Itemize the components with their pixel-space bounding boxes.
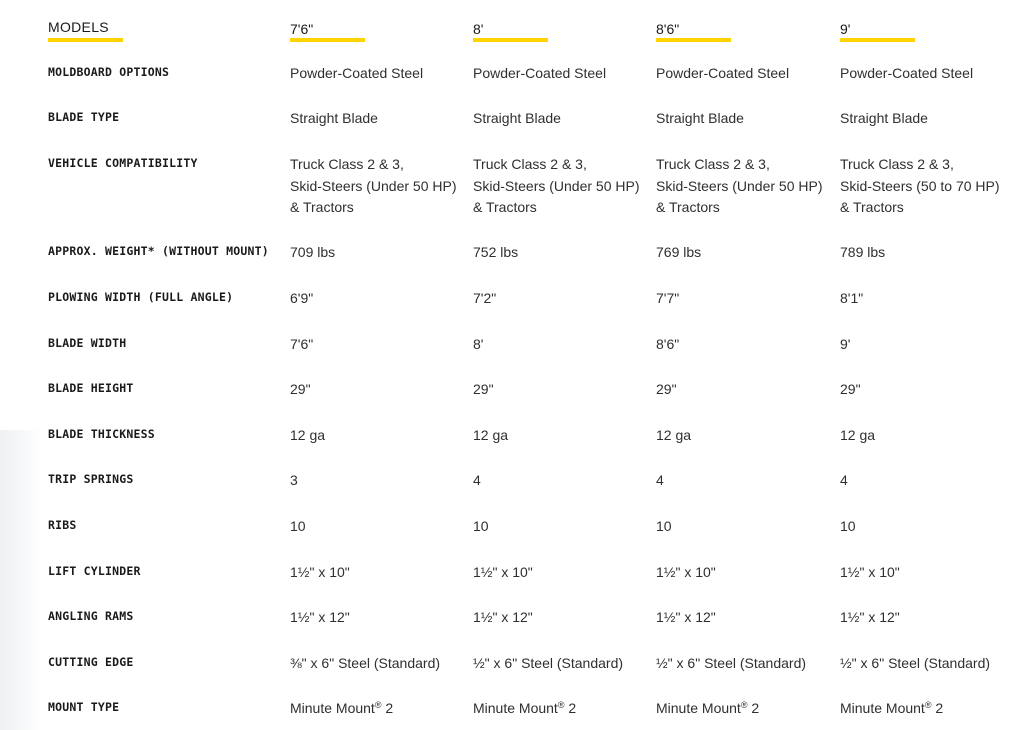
spec-value — [473, 288, 649, 310]
spec-value — [473, 242, 649, 264]
spec-value — [290, 242, 466, 264]
spec-value — [473, 334, 649, 356]
spec-value — [656, 562, 832, 584]
spec-value — [290, 562, 466, 584]
spec-value — [656, 288, 832, 310]
spec-label: VEHICLE COMPATIBILITY — [48, 156, 198, 170]
spec-label: RIBS — [48, 518, 77, 532]
models-header-label: MODELS — [48, 19, 109, 35]
spec-value-text: 4 — [656, 472, 664, 488]
model-header-9: 9' — [840, 21, 851, 37]
spec-value — [473, 516, 649, 538]
spec-value-line: & Tractors — [656, 199, 720, 215]
spec-value-text: Powder-Coated Steel — [840, 65, 974, 81]
background-fade — [0, 430, 42, 730]
model-underline-7-6 — [290, 38, 365, 42]
spec-value-text: 8'6" — [656, 336, 680, 352]
model-header-7-6: 7'6" — [290, 21, 314, 37]
spec-value — [656, 516, 832, 538]
spec-label: PLOWING WIDTH (FULL ANGLE) — [48, 290, 234, 304]
spec-value — [290, 516, 466, 538]
spec-value-text: 7'6" — [290, 336, 314, 352]
spec-value-text: Minute Mount — [656, 700, 741, 716]
registered-mark: ® — [374, 700, 382, 710]
spec-value — [656, 607, 832, 629]
spec-value-line: & Tractors — [840, 199, 904, 215]
spec-value — [840, 562, 1016, 584]
spec-value-line: & Tractors — [290, 199, 354, 215]
spec-value-line: Truck Class 2 & 3, — [290, 156, 404, 172]
spec-value — [473, 425, 649, 447]
spec-value-text: 10 — [840, 518, 856, 534]
model-header-8-6: 8'6" — [656, 21, 680, 37]
spec-value — [290, 470, 466, 492]
spec-value-text: 10 — [290, 518, 306, 534]
spec-value-suffix: 2 — [564, 700, 577, 716]
spec-label: BLADE HEIGHT — [48, 381, 134, 395]
spec-value-text: 769 lbs — [656, 244, 702, 260]
spec-value — [656, 470, 832, 492]
spec-value — [656, 379, 832, 401]
spec-value-text: 1½" x 12" — [656, 609, 716, 625]
spec-value — [290, 653, 466, 675]
spec-value-text: 1½" x 10" — [473, 564, 533, 580]
spec-value-text: 1½" x 12" — [473, 609, 533, 625]
spec-value — [656, 653, 832, 675]
spec-value-text: 8'1" — [840, 290, 864, 306]
spec-value — [840, 470, 1016, 492]
model-underline-9 — [840, 38, 915, 42]
spec-value-line: Truck Class 2 & 3, — [840, 156, 954, 172]
spec-value — [840, 425, 1016, 447]
registered-mark: ® — [924, 700, 932, 710]
spec-value — [473, 562, 649, 584]
registered-mark: ® — [557, 700, 565, 710]
spec-value — [290, 425, 466, 447]
spec-value — [656, 63, 832, 85]
spec-value-text: 789 lbs — [840, 244, 886, 260]
spec-value-text: 7'2" — [473, 290, 497, 306]
spec-value — [840, 653, 1016, 675]
spec-value — [840, 63, 1016, 85]
spec-value-text: 29" — [290, 381, 311, 397]
spec-value-line: Skid-Steers (Under 50 HP) — [473, 177, 640, 194]
spec-value-text: 1½" x 12" — [840, 609, 900, 625]
spec-value — [656, 334, 832, 356]
spec-value — [840, 379, 1016, 401]
spec-value — [656, 108, 832, 130]
spec-value-text: Powder-Coated Steel — [290, 65, 424, 81]
spec-value — [656, 425, 832, 447]
spec-label: TRIP SPRINGS — [48, 472, 134, 486]
spec-value — [840, 334, 1016, 356]
spec-value-line: Skid-Steers (Under 50 HP) — [656, 177, 823, 194]
spec-value-text: Straight Blade — [840, 110, 928, 126]
spec-label: CUTTING EDGE — [48, 655, 134, 669]
models-header-underline — [48, 38, 123, 42]
spec-value — [840, 698, 1016, 720]
spec-label: ANGLING RAMS — [48, 609, 134, 623]
spec-value-text: Minute Mount — [290, 700, 375, 716]
spec-value-text: ½" x 6" Steel (Standard) — [840, 655, 991, 671]
spec-value — [473, 698, 649, 720]
spec-value-text: 1½" x 10" — [290, 564, 350, 580]
spec-value — [840, 108, 1016, 130]
spec-value-line: Skid-Steers (Under 50 HP) — [290, 177, 457, 194]
spec-value-text: Straight Blade — [290, 110, 378, 126]
spec-value — [840, 242, 1016, 264]
spec-value — [290, 154, 466, 219]
spec-value-text: ⅜" x 6" Steel (Standard) — [290, 655, 441, 671]
spec-value-text: 3 — [290, 472, 298, 488]
spec-value-text: 29" — [656, 381, 677, 397]
spec-value — [473, 379, 649, 401]
spec-value-line: Truck Class 2 & 3, — [656, 156, 770, 172]
spec-value-text: 709 lbs — [290, 244, 336, 260]
spec-value-text: Straight Blade — [473, 110, 561, 126]
spec-value-text: 9' — [840, 336, 851, 352]
spec-value-text: Minute Mount — [840, 700, 925, 716]
spec-value-text: 12 ga — [840, 427, 876, 443]
spec-label: LIFT CYLINDER — [48, 564, 141, 578]
spec-value-text: Powder-Coated Steel — [656, 65, 790, 81]
spec-value-text: 29" — [473, 381, 494, 397]
spec-value-line: & Tractors — [473, 199, 537, 215]
spec-value-text: ½" x 6" Steel (Standard) — [473, 655, 624, 671]
spec-value — [840, 154, 1016, 219]
spec-value — [840, 288, 1016, 310]
spec-value-suffix: 2 — [381, 700, 394, 716]
model-underline-8-6 — [656, 38, 731, 42]
spec-value — [290, 334, 466, 356]
spec-value — [290, 288, 466, 310]
spec-value — [473, 63, 649, 85]
spec-value-line: Truck Class 2 & 3, — [473, 156, 587, 172]
spec-value — [840, 516, 1016, 538]
spec-value — [473, 154, 649, 219]
spec-value-suffix: 2 — [747, 700, 760, 716]
spec-value-text: 752 lbs — [473, 244, 519, 260]
spec-label: MOUNT TYPE — [48, 700, 120, 714]
spec-value — [473, 470, 649, 492]
spec-label: BLADE THICKNESS — [48, 427, 155, 441]
spec-value-text: 10 — [473, 518, 489, 534]
model-underline-8 — [473, 38, 548, 42]
spec-value-text: 12 ga — [656, 427, 692, 443]
spec-value-text: 7'7" — [656, 290, 680, 306]
spec-label: BLADE WIDTH — [48, 336, 127, 350]
spec-value — [840, 607, 1016, 629]
registered-mark: ® — [740, 700, 748, 710]
spec-value — [656, 242, 832, 264]
spec-value-text: Straight Blade — [656, 110, 744, 126]
spec-value — [656, 154, 832, 219]
spec-value-suffix: 2 — [931, 700, 944, 716]
model-header-8: 8' — [473, 21, 484, 37]
spec-value-text: 1½" x 10" — [656, 564, 716, 580]
spec-value — [290, 607, 466, 629]
spec-value-text: 10 — [656, 518, 672, 534]
spec-value — [290, 63, 466, 85]
spec-label: APPROX. WEIGHT* (WITHOUT MOUNT) — [48, 244, 269, 258]
spec-value-text: 1½" x 12" — [290, 609, 350, 625]
spec-value-text: 1½" x 10" — [840, 564, 900, 580]
spec-value-text: ½" x 6" Steel (Standard) — [656, 655, 807, 671]
spec-value-text: 4 — [840, 472, 848, 488]
spec-value — [290, 698, 466, 720]
spec-label: MOLDBOARD OPTIONS — [48, 65, 170, 79]
spec-value — [290, 379, 466, 401]
spec-value-text: 8' — [473, 336, 484, 352]
spec-value-text: 12 ga — [473, 427, 509, 443]
spec-value-text: Powder-Coated Steel — [473, 65, 607, 81]
spec-value-text: 4 — [473, 472, 481, 488]
spec-value-text: 12 ga — [290, 427, 326, 443]
spec-value — [656, 698, 832, 720]
spec-value — [473, 653, 649, 675]
spec-value-text: Minute Mount — [473, 700, 558, 716]
spec-value — [290, 108, 466, 130]
spec-value — [473, 607, 649, 629]
spec-value-text: 29" — [840, 381, 861, 397]
spec-value-line: Skid-Steers (50 to 70 HP) — [840, 177, 1000, 194]
spec-label: BLADE TYPE — [48, 110, 120, 124]
spec-value — [473, 108, 649, 130]
spec-value-text: 6'9" — [290, 290, 314, 306]
